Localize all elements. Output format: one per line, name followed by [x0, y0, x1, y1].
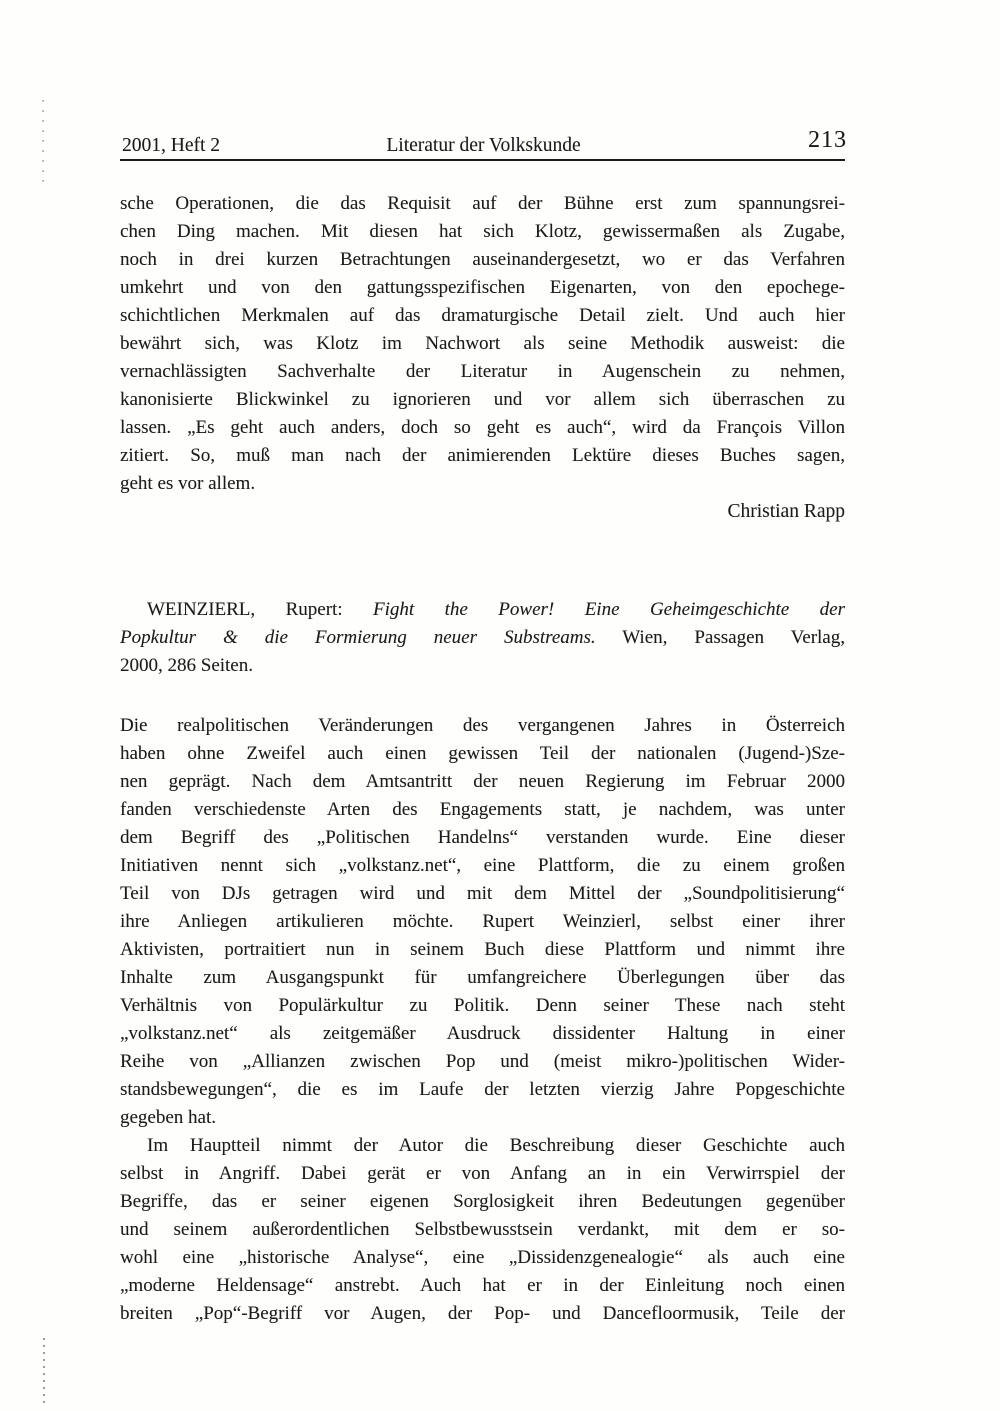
text-line: vernachlässigten Sachverhalte der Literatur in Augenschein zu nehmen, — [120, 361, 845, 382]
text-line: „moderne Heldensage“ anstrebt. Auch hat er in der Einleitung noch einen — [120, 1275, 845, 1296]
book-title-italic-segment: Popkultur & die Formierung neuer Substreams. — [120, 627, 596, 648]
text-line: Reihe von „Allianzen zwischen Pop und (meist mikro-)politischen Wider- — [120, 1051, 845, 1072]
text-line: lassen. „Es geht auch anders, doch so geht es auch“, wird da François Villon — [120, 417, 845, 438]
text-line: selbst in Angriff. Dabei gerät er von Anfang an in ein Verwirrspiel der — [120, 1163, 845, 1184]
text-line: zitiert. So, muß man nach der animierenden Lektüre dieses Buches sagen, — [120, 445, 845, 466]
text-line: bewährt sich, was Klotz im Nachwort als seine Methodik ausweist: die — [120, 333, 845, 354]
text-line: breiten „Pop“-Begriff vor Augen, der Pop- und Dancefloormusik, Teile der — [120, 1303, 845, 1324]
header-journal-title: Literatur der Volkskunde — [386, 135, 581, 156]
reviewer-signature: Christian Rapp — [727, 501, 845, 522]
text-line: standsbewegungen“, die es im Laufe der letzten vierzig Jahre Popgeschichte — [120, 1079, 845, 1100]
book-reference-heading — [120, 596, 845, 680]
header-rule — [120, 159, 845, 161]
text-segment: 2000, 286 Seiten. — [120, 655, 253, 676]
text-line: nen geprägt. Nach dem Amtsantritt der neuen Regierung im Februar 2000 — [120, 771, 845, 792]
scan-artifact-marks-bottom — [43, 1338, 45, 1408]
text-line: wohl eine „historische Analyse“, eine „Dissidenzgenealogie“ als auch eine — [120, 1247, 845, 1268]
text-line: Inhalte zum Ausgangspunkt für umfangreichere Überlegungen über das — [120, 967, 845, 988]
text-line: gegeben hat. — [120, 1107, 217, 1128]
text-line: Aktivisten, portraitiert nun in seinem Buch diese Plattform und nimmt ihre — [120, 939, 845, 960]
text-segment: Wien, Passagen Verlag, — [595, 627, 845, 648]
text-segment: WEINZIERL, Rupert: — [147, 599, 374, 620]
text-line: und seinem außerordentlichen Selbstbewusstsein verdankt, mit dem er so- — [120, 1219, 845, 1240]
text-line: kanonisierte Blickwinkel zu ignorieren und vor allem sich überraschen zu — [120, 389, 845, 410]
text-line: noch in drei kurzen Betrachtungen auseinandergesetzt, wo er das Verfahren — [120, 249, 845, 270]
text-line: Im Hauptteil nimmt der Autor die Beschreibung dieser Geschichte auch — [147, 1135, 845, 1156]
text-line — [120, 624, 845, 652]
review-paragraph — [120, 712, 845, 1132]
text-line: Initiativen nennt sich „volkstanz.net“, eine Plattform, die zu einem großen — [120, 855, 845, 876]
text-line — [120, 596, 845, 624]
text-line: sche Operationen, die das Requisit auf der Bühne erst zum spannungsrei- — [120, 193, 845, 214]
text-line: Teil von DJs getragen wird und mit dem Mittel der „Soundpolitisierung“ — [120, 883, 845, 904]
header-page-number: 213 — [808, 127, 847, 153]
text-line: dem Begriff des „Politischen Handelns“ verstanden wurde. Eine dieser — [120, 827, 845, 848]
scan-artifact-marks-top — [42, 100, 44, 186]
text-line: fanden verschiedenste Arten des Engagements statt, je nachdem, was unter — [120, 799, 845, 820]
text-line: Die realpolitischen Veränderungen des vergangenen Jahres in Österreich — [120, 715, 845, 736]
header-issue-label: 2001, Heft 2 — [122, 135, 221, 156]
text-line: haben ohne Zweifel auch einen gewissen Teil der nationalen (Jugend-)Sze- — [120, 743, 845, 764]
book-title-italic-segment: Fight the Power! Eine Geheimgeschichte der — [373, 599, 845, 620]
text-line — [120, 652, 845, 680]
page-text-column — [120, 190, 845, 1328]
text-line: „volkstanz.net“ als zeitgemäßer Ausdruck dissidenter Haltung in einer — [120, 1023, 845, 1044]
text-line: chen Ding machen. Mit diesen hat sich Klotz, gewissermaßen als Zugabe, — [120, 221, 845, 242]
text-line: Verhältnis von Populärkultur zu Politik. Denn seiner These nach steht — [120, 995, 845, 1016]
text-line: geht es vor allem. — [120, 473, 256, 494]
text-line: schichtlichen Merkmalen auf das dramaturgische Detail zielt. Und auch hier — [120, 305, 845, 326]
text-line: ihre Anliegen artikulieren möchte. Rupert Weinzierl, selbst einer ihrer — [120, 911, 845, 932]
review-continuation-paragraph — [120, 190, 845, 498]
review-body — [120, 712, 845, 1328]
text-line: umkehrt und von den gattungsspezifischen Eigenarten, von den epochege- — [120, 277, 845, 298]
review-paragraph — [120, 1132, 845, 1328]
text-line: Begriffe, das er seiner eigenen Sorglosigkeit ihren Bedeutungen gegenüber — [120, 1191, 845, 1212]
